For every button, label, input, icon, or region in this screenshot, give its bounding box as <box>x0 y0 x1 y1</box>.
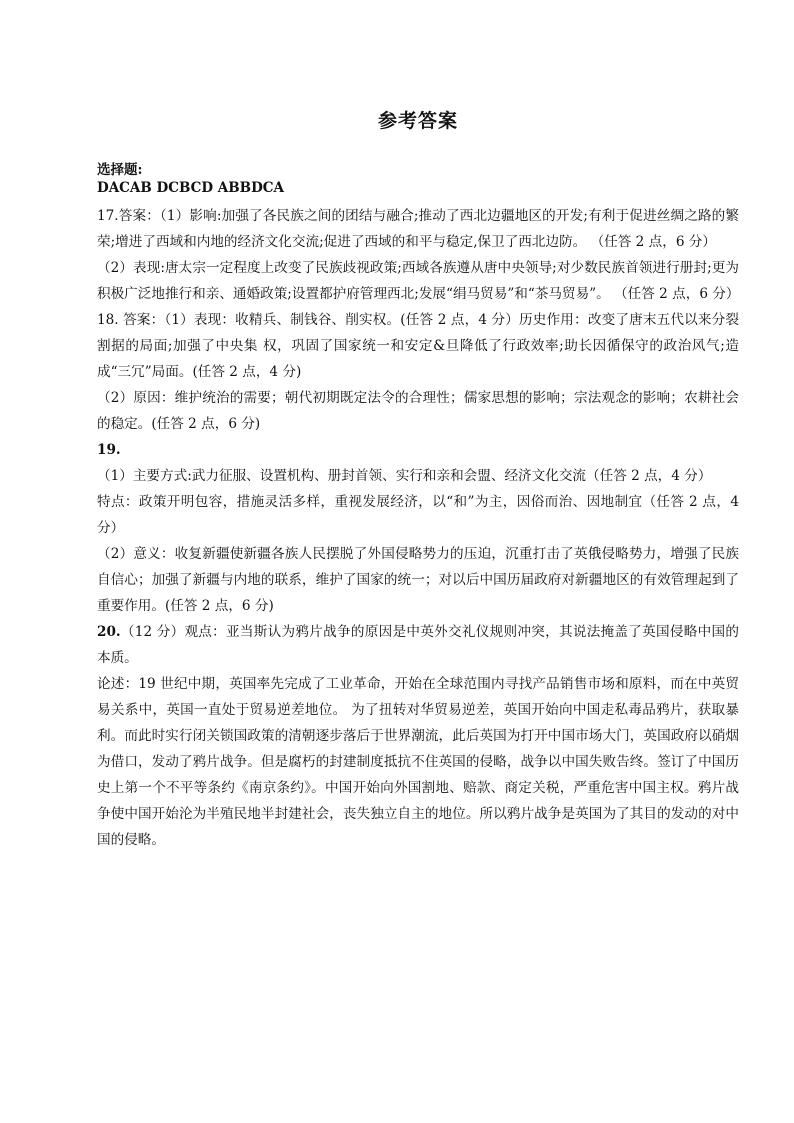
page-title: 参考答案 <box>377 110 458 132</box>
answer-19-features: 特点：政策开明包容，措施灵活多样，重视发展经济，以“和”为主，因俗而治、因地制宜（任答 2 点，4 分） <box>97 494 739 536</box>
answer-17-part-2: （2）表现:唐太宗一定程度上改变了民族歧视政策;西域各族遵从唐中央领导;对少数民族首领进行册封;更为积极广泛地推行和亲、通婚政策;设置都护府管理西北;发展“绢马贸易”和“茶马贸易”。 （任答 2 点，6 分） <box>97 260 740 302</box>
multiple-choice-label: 选择题: <box>97 162 143 178</box>
answer-20-argument: 论述：19 世纪中期，英国率先完成了工业革命，开始在全球范围内寻找产品销售市场和原料，而在中英贸易关系中，英国一直处于贸易逆差地位。 为了扭转对华贸易逆差，英国开始向中国走私毒品鸦片，获取暴利。而此时实行闭关锁国政策的清朝逐步落后于世界潮流，此后英国为打开中国市场大门，英国政府以硝烟为借口，发动了鸦片战争。但是腐朽的封建制度抵抗不住英国的侵略，战争以中国失败告终。签订了中国历史上第一个不平等条约《南京条约》。中国开始向外国割地、赔款、商定关税，严重危害中国主权。鸦片战争使中国开始沦为半殖民地半封建社会，丧失独立自主的地位。所以鸦片战争是英国为了其目的发动的对中国的侵略。 <box>97 676 739 848</box>
answer-19-part-2: （2）意义：收复新疆使新疆各族人民摆脱了外国侵略势力的压迫，沉重打击了英俄侵略势力，增强了民族自信心；加强了新疆与内地的联系，维护了国家的统一；对以后中国历届政府对新疆地区的有效管理起到了重要作用。(任答 2 点，6 分) <box>97 546 739 614</box>
answer-19-part-1: 19. （1）主要方式:武力征服、设置机构、册封首领、实行和亲和会盟、经济文化交流（任答 2 点，4 分） <box>97 442 712 484</box>
answer-20-viewpoint: 20.（12 分）观点：亚当斯认为鸦片战争的原因是中英外交礼仪规则冲突，其说法掩盖了英国侵略中国的本质。 <box>97 624 739 666</box>
answer-18-part-2: （2）原因：维护统治的需要；朝代初期既定法令的合理性；儒家思想的影响；宗法观念的影响；农耕社会的稳定。(任答 2 点，6 分) <box>97 390 739 432</box>
answer-18-part-1: 18. 答案：（1）表现：收精兵、制钱谷、削实权。(任答 2 点，4 分）历史作用：改变了唐末五代以来分裂割据的局面;加强了中央集 权，巩固了国家统一和安定&旦降低了行政效率;助长因循保守的政治风气;造成“三冗”局面。(任答 2 点，4 分) <box>97 312 739 380</box>
answer-body <box>97 203 739 853</box>
multiple-choice-answers: DACAB DCBCD ABBDCA <box>97 180 284 196</box>
answer-17-part-1: 17.答案：（1）影响:加强了各民族之间的团结与融合;推动了西北边疆地区的开发;有利于促进丝绸之路的繁荣;增进了西域和内地的经济文化交流;促进了西域的和平与稳定,保卫了西北边防。 （任答 2 点，6 分） <box>97 208 739 250</box>
